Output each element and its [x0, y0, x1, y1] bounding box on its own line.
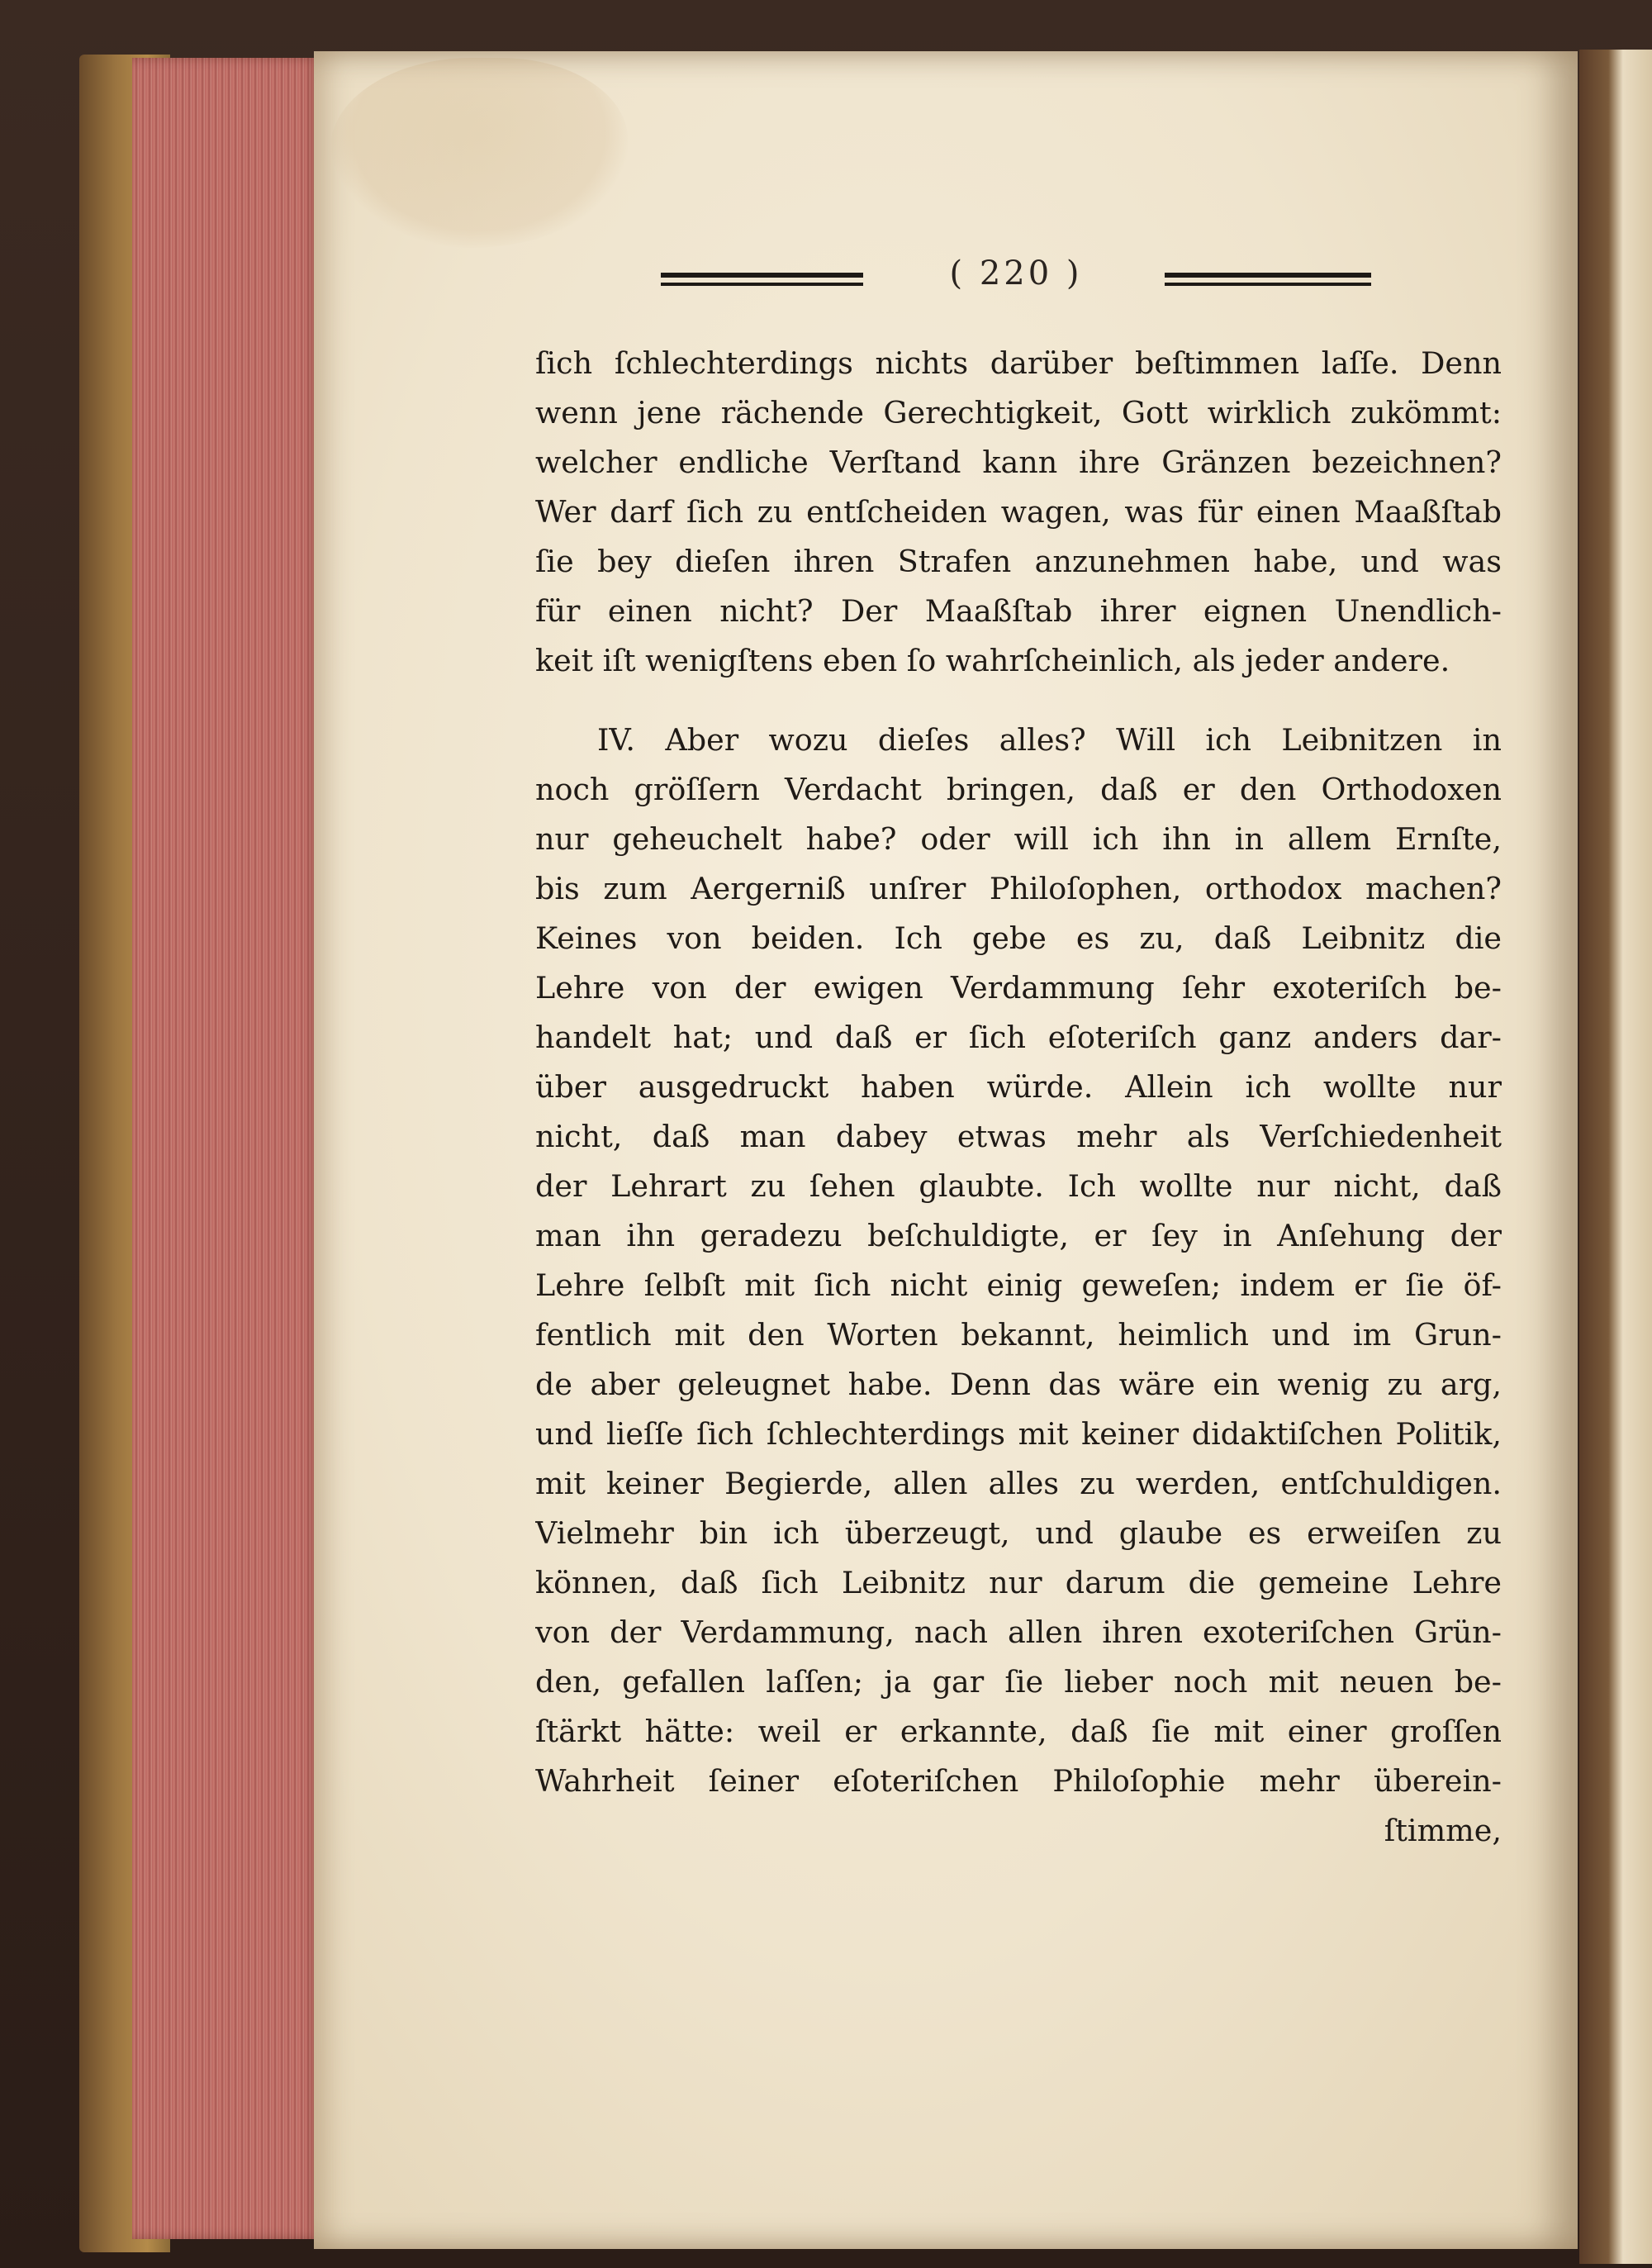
text-line: von der Verdammung, nach allen ihren exoteriſchen Grün- [535, 1614, 1502, 1650]
paragraph-gap [535, 686, 1502, 716]
page-edges [132, 58, 322, 2239]
paragraph-1 [535, 339, 1502, 686]
text-line: über ausgedruckt haben würde. Allein ich wollte nur [535, 1069, 1502, 1105]
text-line: fentlich mit den Worten bekannt, heimlich und im Grun- [535, 1317, 1502, 1353]
text-line: Keines von beiden. Ich gebe es zu, daß Leibnitz die [535, 920, 1502, 956]
text-line: Lehre von der ewigen Verdammung ſehr exoteriſch be- [535, 970, 1502, 1006]
text-line: mit keiner Begierde, allen alles zu werden, entſchuldigen. [535, 1466, 1502, 1501]
header-rule-left [661, 273, 863, 289]
text-line: und lieſſe ſich ſchlechterdings mit keiner didaktiſchen Politik, [535, 1416, 1502, 1452]
facing-page-edge [1579, 50, 1652, 2264]
text-line: noch gröſſern Verdacht bringen, daß er den Orthodoxen [535, 772, 1502, 807]
text-line: handelt hat; und daß er ſich eſoteriſch ganz anders dar- [535, 1020, 1502, 1055]
text-line: wenn jene rächende Gerechtigkeit, Gott wirklich zukömmt: [535, 395, 1502, 430]
text-line: den, gefallen laſſen; ja gar ſie lieber noch mit neuen be- [535, 1664, 1502, 1700]
text-line: nicht, daß man dabey etwas mehr als Verſchiedenheit [535, 1119, 1502, 1154]
text-line: Wer darf ſich zu entſcheiden wagen, was für einen Maaßſtab [535, 494, 1502, 530]
page-header [578, 254, 1371, 312]
text-line: ſtärkt hätte: weil er erkannte, daß ſie mit einer groſſen [535, 1714, 1502, 1749]
text-line: für einen nicht? Der Maaßſtab ihrer eignen Unendlich- [535, 593, 1502, 629]
text-line: Wahrheit ſeiner eſoteriſchen Philoſophie mehr überein- [535, 1763, 1502, 1799]
text-line: Lehre ſelbſt mit ſich nicht einig geweſen; indem er ſie öf- [535, 1267, 1502, 1303]
body-text [535, 339, 1502, 1856]
page-number: ( 220 ) [949, 254, 1083, 292]
text-line: nur geheuchelt habe? oder will ich ihn in allem Ernſte, [535, 821, 1502, 857]
header-rule-right [1165, 273, 1371, 289]
text-line: bis zum Aergerniß unſrer Philoſophen, orthodox machen? [535, 871, 1502, 906]
paragraph-2 [535, 716, 1502, 1856]
text-line: ſich ſchlechterdings nichts darüber beſtimmen laſſe. Denn [535, 345, 1502, 381]
text-line: können, daß ſich Leibnitz nur darum die gemeine Lehre [535, 1565, 1502, 1600]
text-line: de aber geleugnet habe. Denn das wäre ein wenig zu arg, [535, 1367, 1502, 1402]
text-line: keit iſt wenigſtens eben ſo wahrſcheinlich, als jeder andere. [535, 643, 1450, 678]
catchword: ſtimme, [1384, 1813, 1502, 1848]
text-line: man ihn geradezu beſchuldigte, er ſey in Anſehung der [535, 1218, 1502, 1253]
text-line: welcher endliche Verſtand kann ihre Gränzen bezeichnen? [535, 445, 1502, 480]
text-line: Vielmehr bin ich überzeugt, und glaube es erweiſen zu [535, 1515, 1502, 1551]
text-line: ſie bey dieſen ihren Strafen anzunehmen habe, und was [535, 544, 1502, 579]
text-line: IV. Aber wozu dieſes alles? Will ich Leibnitzen in [597, 722, 1502, 758]
text-line: der Lehrart zu ſehen glaubte. Ich wollte nur nicht, daß [535, 1168, 1502, 1204]
